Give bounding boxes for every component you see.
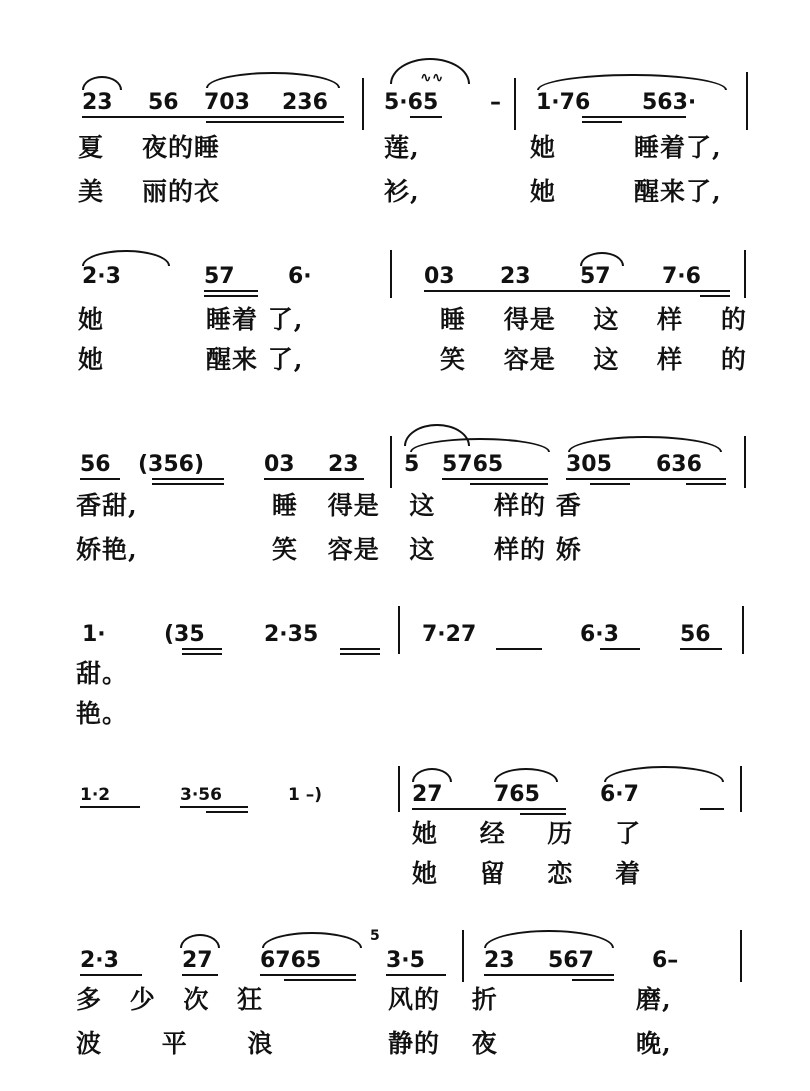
underline xyxy=(180,806,248,808)
underline xyxy=(206,811,248,813)
lyric: 风的 折 xyxy=(388,985,498,1014)
lyric: 笑 容是 这 xyxy=(272,535,436,564)
note-group: 2·3 xyxy=(80,948,119,973)
underline xyxy=(80,974,142,976)
note-group: 23 xyxy=(484,948,515,973)
note-group: 2·3 xyxy=(82,264,121,289)
note-group: 6·3 xyxy=(580,622,619,647)
note-group: 03 xyxy=(424,264,455,289)
note-group: 236 xyxy=(282,90,328,115)
lyric: 她 xyxy=(78,345,105,374)
underline xyxy=(340,648,380,650)
slur xyxy=(262,932,362,948)
note-group: 57 xyxy=(580,264,611,289)
slur xyxy=(180,934,220,948)
bar-line xyxy=(362,78,364,130)
underline xyxy=(582,121,622,123)
bar-line xyxy=(462,930,464,982)
underline xyxy=(410,116,442,118)
note-group: (356) xyxy=(138,452,205,477)
note-group: 1·2 xyxy=(80,785,111,805)
slur xyxy=(494,768,558,782)
lyric: 衫, xyxy=(384,177,420,206)
mordent-mark: ∿∿ xyxy=(420,70,444,86)
lyric: 丽的衣 xyxy=(142,177,221,206)
underline xyxy=(80,478,120,480)
underline xyxy=(424,290,730,292)
note-group: 3·5 xyxy=(386,948,425,973)
note-group: (35 xyxy=(164,622,205,647)
underline xyxy=(582,116,686,118)
bar-line xyxy=(740,930,742,982)
note-group: 23 xyxy=(328,452,359,477)
lyric: 睡着 了, xyxy=(206,305,304,334)
note-group: 636 xyxy=(656,452,702,477)
lyric: 她 xyxy=(78,305,105,334)
underline xyxy=(260,974,356,976)
bar-line xyxy=(390,250,392,298)
slur xyxy=(568,436,722,452)
lyric: 夜的睡 xyxy=(142,133,221,162)
bar-line xyxy=(742,606,744,654)
slur xyxy=(412,768,452,782)
lyric: 睡 得是 这 xyxy=(272,491,436,520)
underline xyxy=(152,483,224,485)
underline xyxy=(590,483,630,485)
grace-note: 5 xyxy=(370,928,380,944)
underline xyxy=(206,121,344,123)
bar-line xyxy=(398,766,400,812)
underline xyxy=(82,116,344,118)
note-group: 765 xyxy=(494,782,540,807)
underline xyxy=(340,653,380,655)
note-group: 6765 xyxy=(260,948,322,973)
note-group: 305 xyxy=(566,452,612,477)
lyric: 夏 xyxy=(78,133,105,162)
lyric: 磨, xyxy=(636,985,672,1014)
note-group: 6·7 xyxy=(600,782,639,807)
underline xyxy=(412,808,566,810)
lyric: 样的 香 xyxy=(494,491,582,520)
lyric: 醒来 了, xyxy=(206,345,304,374)
note-group: 6· xyxy=(288,264,312,289)
underline xyxy=(442,478,548,480)
bar-line xyxy=(514,78,516,130)
bar-line xyxy=(398,606,400,654)
bar-line xyxy=(744,436,746,488)
underline xyxy=(700,808,724,810)
slur xyxy=(484,930,614,948)
note-group: 5·65 xyxy=(384,90,439,115)
underline xyxy=(204,295,258,297)
underline xyxy=(520,813,566,815)
lyric: 莲, xyxy=(384,133,420,162)
slur xyxy=(604,766,724,782)
note-group: 1·76 xyxy=(536,90,591,115)
underline xyxy=(182,648,222,650)
slur xyxy=(537,74,727,90)
underline xyxy=(686,483,726,485)
underline xyxy=(264,478,364,480)
underline xyxy=(566,478,726,480)
lyric: 睡着了, xyxy=(634,133,722,162)
underline xyxy=(182,974,218,976)
note-group: 03 xyxy=(264,452,295,477)
underline xyxy=(470,483,548,485)
note-group: 23 xyxy=(82,90,113,115)
bar-line xyxy=(740,766,742,812)
note-group: 1· xyxy=(82,622,106,647)
lyric: 她 xyxy=(530,177,557,206)
note-group: – xyxy=(490,90,501,115)
note-group: 3·56 xyxy=(180,785,222,805)
lyric: 甜。 xyxy=(76,659,129,688)
underline xyxy=(284,979,356,981)
note-group: 27 xyxy=(412,782,443,807)
underline xyxy=(700,295,730,297)
lyric: 样的 娇 xyxy=(494,535,582,564)
note-group: 7·27 xyxy=(422,622,477,647)
underline xyxy=(484,974,614,976)
lyric: 香甜, xyxy=(76,491,138,520)
lyric: 笑 容是 这 样 的 xyxy=(440,345,747,374)
note-group: 56 xyxy=(680,622,711,647)
note-group: 23 xyxy=(500,264,531,289)
note-group: 5765 xyxy=(442,452,504,477)
lyric: 娇艳, xyxy=(76,535,138,564)
note-group: 57 xyxy=(204,264,235,289)
underline xyxy=(496,648,542,650)
underline xyxy=(572,979,614,981)
note-group: 1 –) xyxy=(288,785,323,805)
bar-line xyxy=(746,72,748,130)
slur xyxy=(206,72,340,88)
slur xyxy=(82,76,122,90)
lyric: 静的 夜 xyxy=(388,1029,498,1058)
underline xyxy=(680,648,722,650)
note-group: 6– xyxy=(652,948,679,973)
underline xyxy=(182,653,222,655)
underline xyxy=(152,478,224,480)
underline xyxy=(204,290,258,292)
note-group: 56 xyxy=(80,452,111,477)
underline xyxy=(80,806,140,808)
note-group: 5 xyxy=(404,452,420,477)
note-group: 56 xyxy=(148,90,179,115)
note-group: 567 xyxy=(548,948,594,973)
note-group: 703 xyxy=(204,90,250,115)
lyric: 她 留 恋 着 xyxy=(412,859,642,888)
lyric: 波 平 浪 xyxy=(76,1029,274,1058)
note-group: 7·6 xyxy=(662,264,701,289)
lyric: 她 xyxy=(530,133,557,162)
lyric: 睡 得是 这 样 的 xyxy=(440,305,747,334)
underline xyxy=(600,648,640,650)
note-group: 2·35 xyxy=(264,622,319,647)
note-group: 27 xyxy=(182,948,213,973)
lyric: 醒来了, xyxy=(634,177,722,206)
lyric: 晚, xyxy=(636,1029,672,1058)
lyric: 艳。 xyxy=(76,699,129,728)
underline xyxy=(386,974,446,976)
bar-line xyxy=(744,250,746,298)
lyric: 她 经 历 了 xyxy=(412,819,642,848)
bar-line xyxy=(390,436,392,488)
lyric: 美 xyxy=(78,177,105,206)
note-group: 563· xyxy=(642,90,697,115)
lyric: 多 少 次 狂 xyxy=(76,985,264,1014)
